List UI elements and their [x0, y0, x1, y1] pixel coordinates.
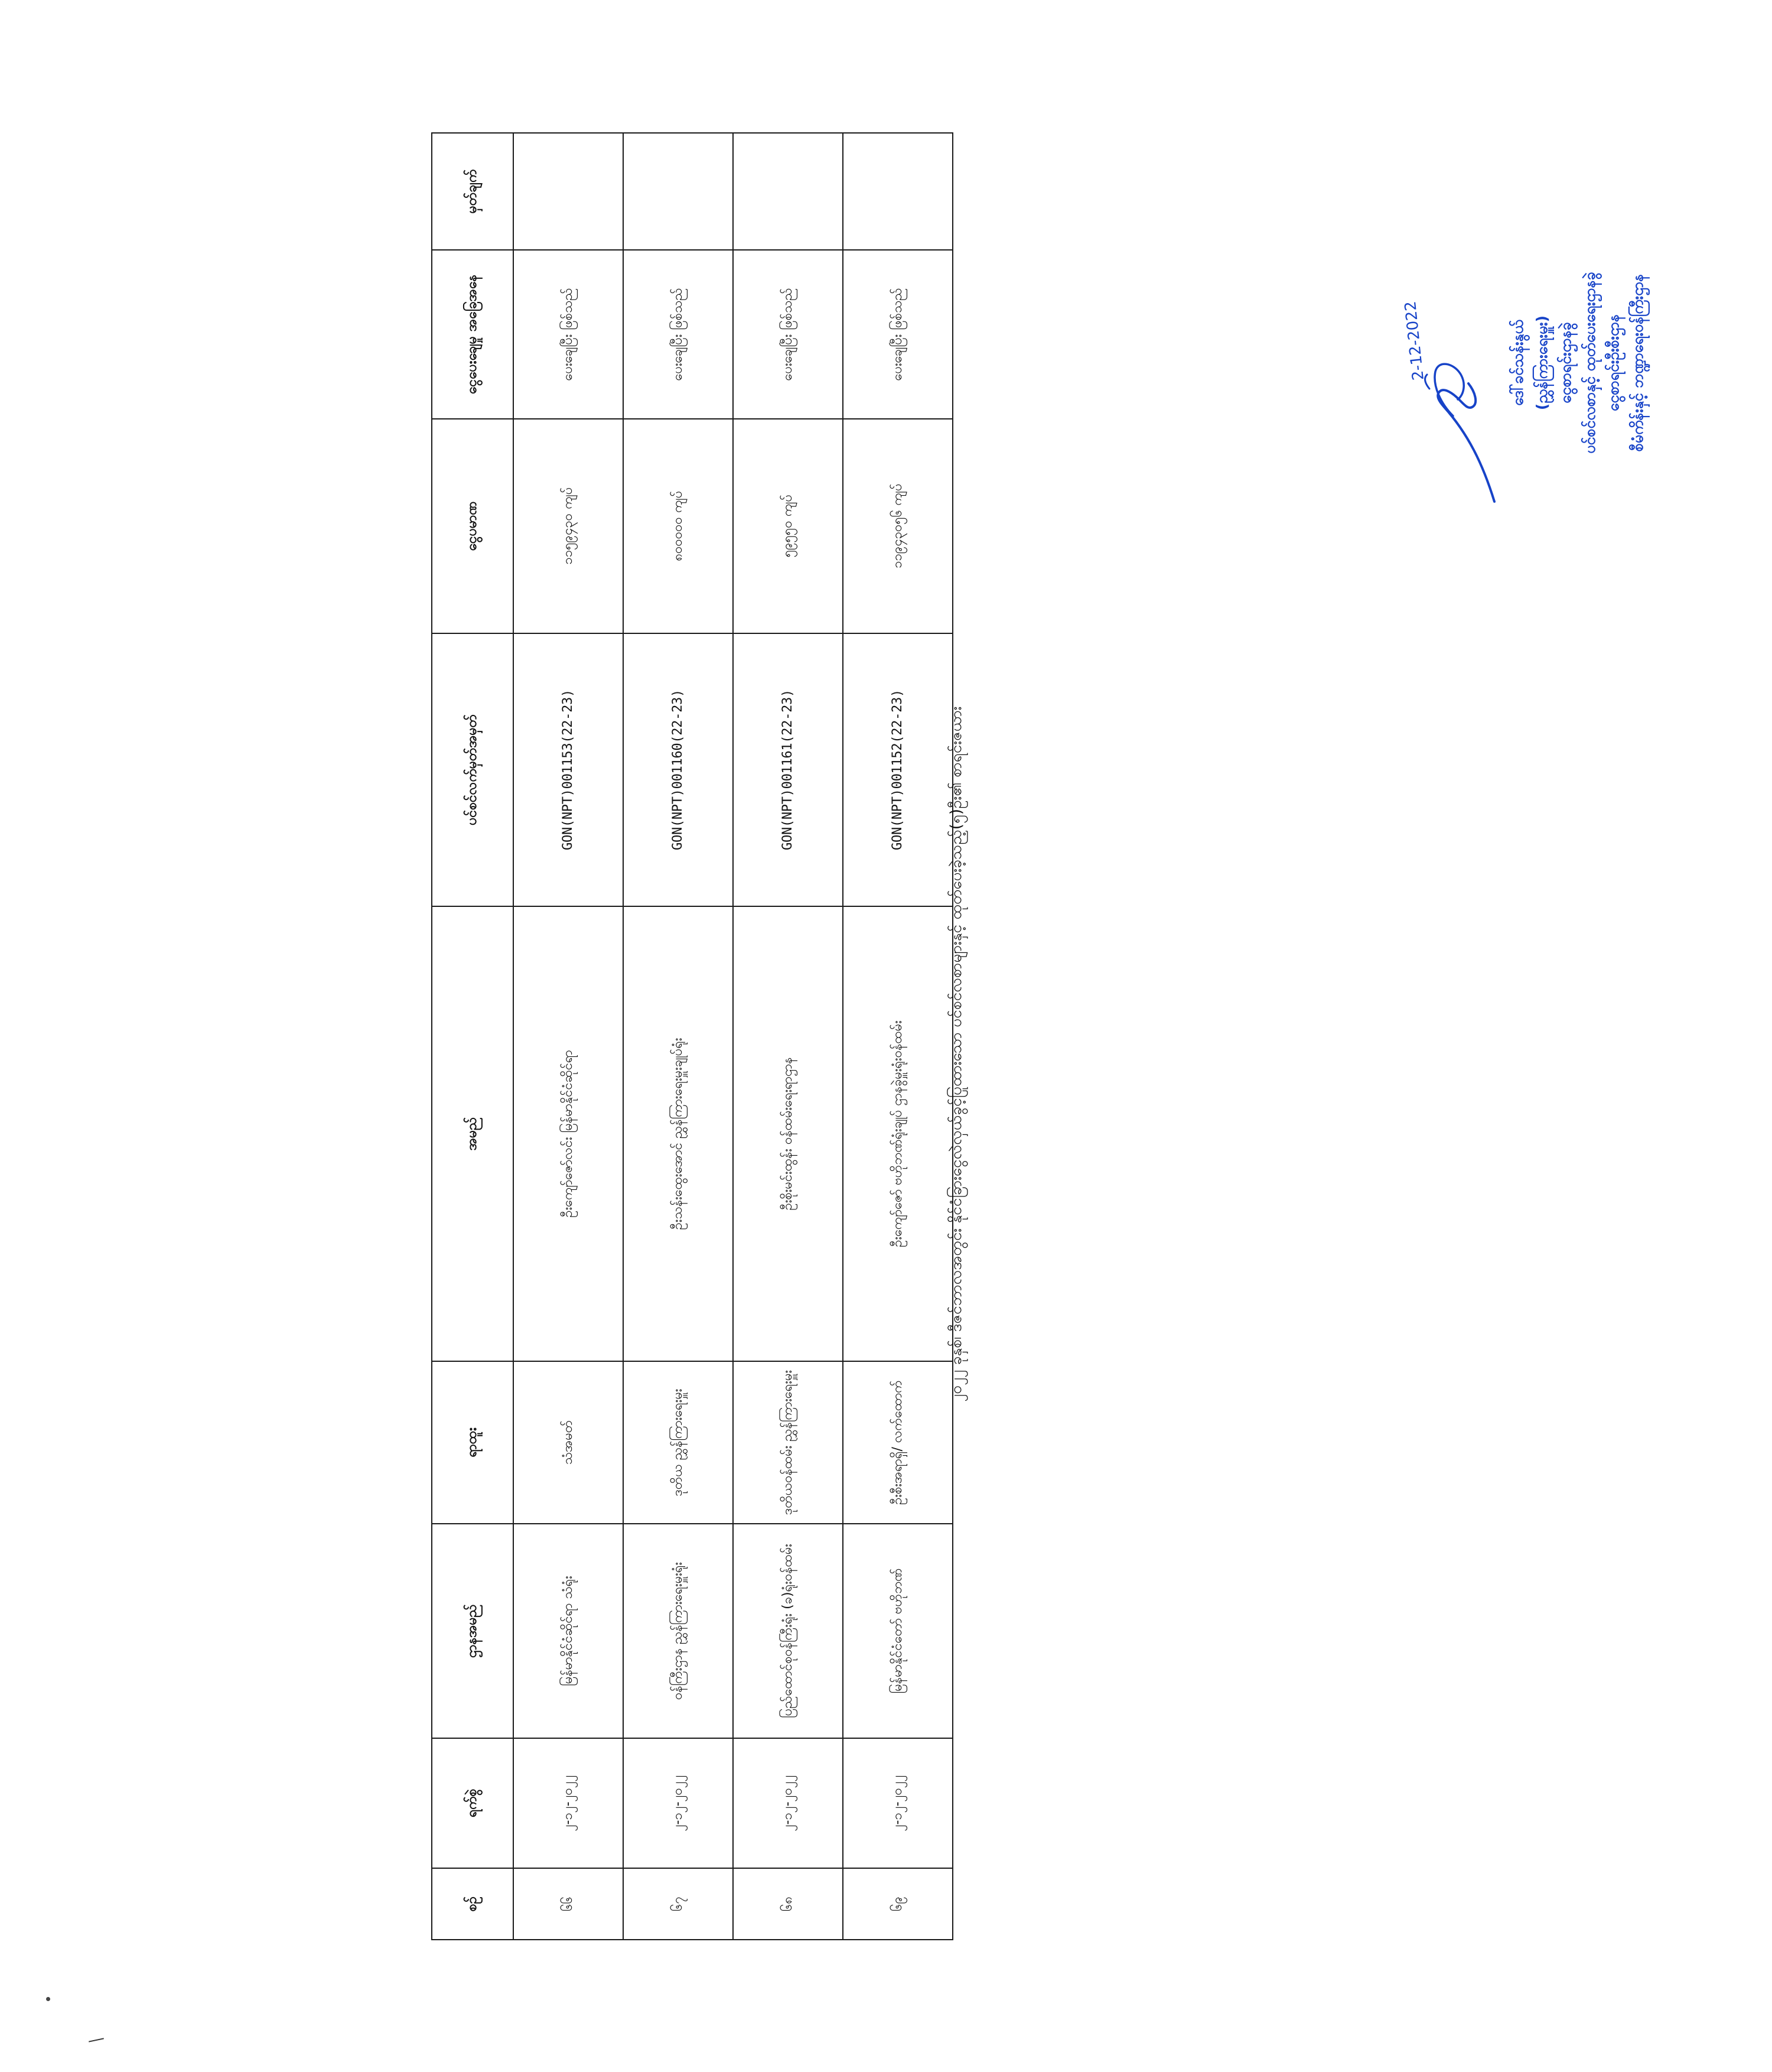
stamp-line-division: ငွေစာရင်းဌာနခွဲ [1557, 321, 1574, 404]
cell-name: ဦးကျော်ဇော် ဗဟိုဘဏ်ရုံးချုပ် ဌာနခွဲမှူးရုံးဝန်ထမ်း [843, 906, 953, 1361]
stamp-line-subdivision: ပင်စင်လစာနှင့် ထုတ်ပေးရေးဌာနခွဲ [1581, 271, 1598, 454]
stamp-line-name: ဒေါ်ခင်သန်းနွယ် [1509, 319, 1526, 406]
cell-paystatus: ပေးချေပြီး ဖြစ်သည် [623, 250, 733, 419]
column-header-remark: မှတ်ချက် [432, 133, 513, 250]
cell-role: ဒုတိယ ညွှန်ကြားရေးမှူး [623, 1361, 733, 1524]
column-header-name: အမည် [432, 906, 513, 1361]
cell-regno: GON(NPT)001152(22-23) [843, 633, 953, 906]
table-header-row [432, 133, 513, 1940]
column-header-role: ရာထူး [432, 1361, 513, 1524]
cell-no: ၆၇ [623, 1868, 733, 1940]
cell-amount: ၁၁၉၄၃၀၅၆ ကျပ် [843, 419, 953, 633]
signature-block [1402, 138, 1772, 575]
column-header-no: စဉ် [432, 1868, 513, 1940]
cell-amount: ၅၉၅၅၀ ကျပ် [733, 419, 843, 633]
pension-table [431, 132, 953, 1940]
cell-no: ၆၆ [513, 1868, 623, 1940]
column-header-dept: ဌာနအမည် [432, 1524, 513, 1738]
stamp-line-title: (ညွှန်ကြားရေးမှူး) [1533, 315, 1550, 410]
cell-paystatus: ပေးချေပြီး ဖြစ်သည် [733, 250, 843, 419]
cell-dept: မြန်မာနိုင်ငံတော် ဗဟိုဘဏ် [843, 1524, 953, 1738]
cell-name: ဦးသန်းထွေးအောင် ညွှန်ကြားရေးမှူးချုပ်ရုံး [623, 906, 733, 1361]
column-header-amount: ငွေပမာဏ [432, 419, 513, 633]
signature-date: 2-12-2022 [1402, 300, 1428, 381]
page-title: ၂၀၂၂ ခုနှစ်၊ ဒီဇင်ဘာလအတွင်း နိုင်ငံခြားငွေလဲလှယ်ခွင့်ပြုထားသော ပင်စင်လစာများနှင့် ထုတ်ပေးခဲ့သည့်(၅)ဦး၏ စာရင်းဇယား [947, 705, 965, 1402]
official-stamp [1506, 150, 1650, 575]
scan-artifact-mark [89, 2038, 104, 2042]
cell-dept: မြန်မာနိုင်ငံဆိုင်ရာ သံရုံး [513, 1524, 623, 1738]
cell-paystatus: ပေးချေပြီး ဖြစ်သည် [513, 250, 623, 419]
cell-date: ၂-၁၂-၂၀၂၂ [733, 1738, 843, 1868]
cell-name: ဦးစိုးမင်းထွန်း ဝန်ထမ်းရေးရာဌာန [733, 906, 843, 1361]
cell-role: သံအမတ် [513, 1361, 623, 1524]
cell-dept: ပြည်ထောင်စုဝန်ကြီးရုံး (ခ)ရုံးဝန်ထမ်း [733, 1524, 843, 1738]
cell-date: ၂-၁၂-၂၀၂၂ [843, 1738, 953, 1868]
cell-amount: ၈၀၀၀၀၀ ကျပ် [623, 419, 733, 633]
cell-role: ဒုတိယဝန်ထမ်း ညွှန်ကြားရေးမှူး [733, 1361, 843, 1524]
table-row [623, 133, 733, 1940]
cell-no: ၆၈ [733, 1868, 843, 1940]
column-header-regno: ပင်စင်လက်မှတ်အမှတ် [432, 633, 513, 906]
cell-role: ဦးစီးအရာရှိ/ လက်ထောက် [843, 1361, 953, 1524]
scan-artifact-dot [46, 1997, 50, 2001]
table-row [733, 133, 843, 1940]
stamp-line-ministry: စီမံကိန်းနှင့် ဘဏ္ဍာရေးဝန်ကြီးဌာန [1628, 274, 1646, 451]
cell-date: ၂-၁၂-၂၀၂၂ [513, 1738, 623, 1868]
column-header-date: ရက်စွဲ [432, 1738, 513, 1868]
column-header-paystatus: ငွေပေးချေမှု အခြေအနေ [432, 250, 513, 419]
handwritten-signature-icon [1412, 310, 1518, 505]
cell-amount: ၁၁၅၉၄၃၀ ကျပ် [513, 419, 623, 633]
cell-dept: ဝန်ကြီးဌာန ညွှန်ကြားရေးမှူးရုံး [623, 1524, 733, 1738]
cell-no: ၆၉ [843, 1868, 953, 1940]
table-row [843, 133, 953, 1940]
rotated-sheet [413, 67, 1646, 2005]
cell-name: ဦးကျော်ဇော်လင်း မြန်မာနိုင်ငံဆိုင်ရာ [513, 906, 623, 1361]
cell-date: ၂-၁၂-၂၀၂၂ [623, 1738, 733, 1868]
cell-paystatus: ပေးချေပြီး ဖြစ်သည် [843, 250, 953, 419]
cell-remark [843, 133, 953, 250]
table-row [513, 133, 623, 1940]
cell-remark [623, 133, 733, 250]
cell-remark [733, 133, 843, 250]
cell-regno: GON(NPT)001153(22-23) [513, 633, 623, 906]
cell-regno: GON(NPT)001161(22-23) [733, 633, 843, 906]
stamp-line-department: ငွေစာရင်းဦးစီးဌာန [1605, 314, 1622, 411]
cell-regno: GON(NPT)001160(22-23) [623, 633, 733, 906]
cell-remark [513, 133, 623, 250]
